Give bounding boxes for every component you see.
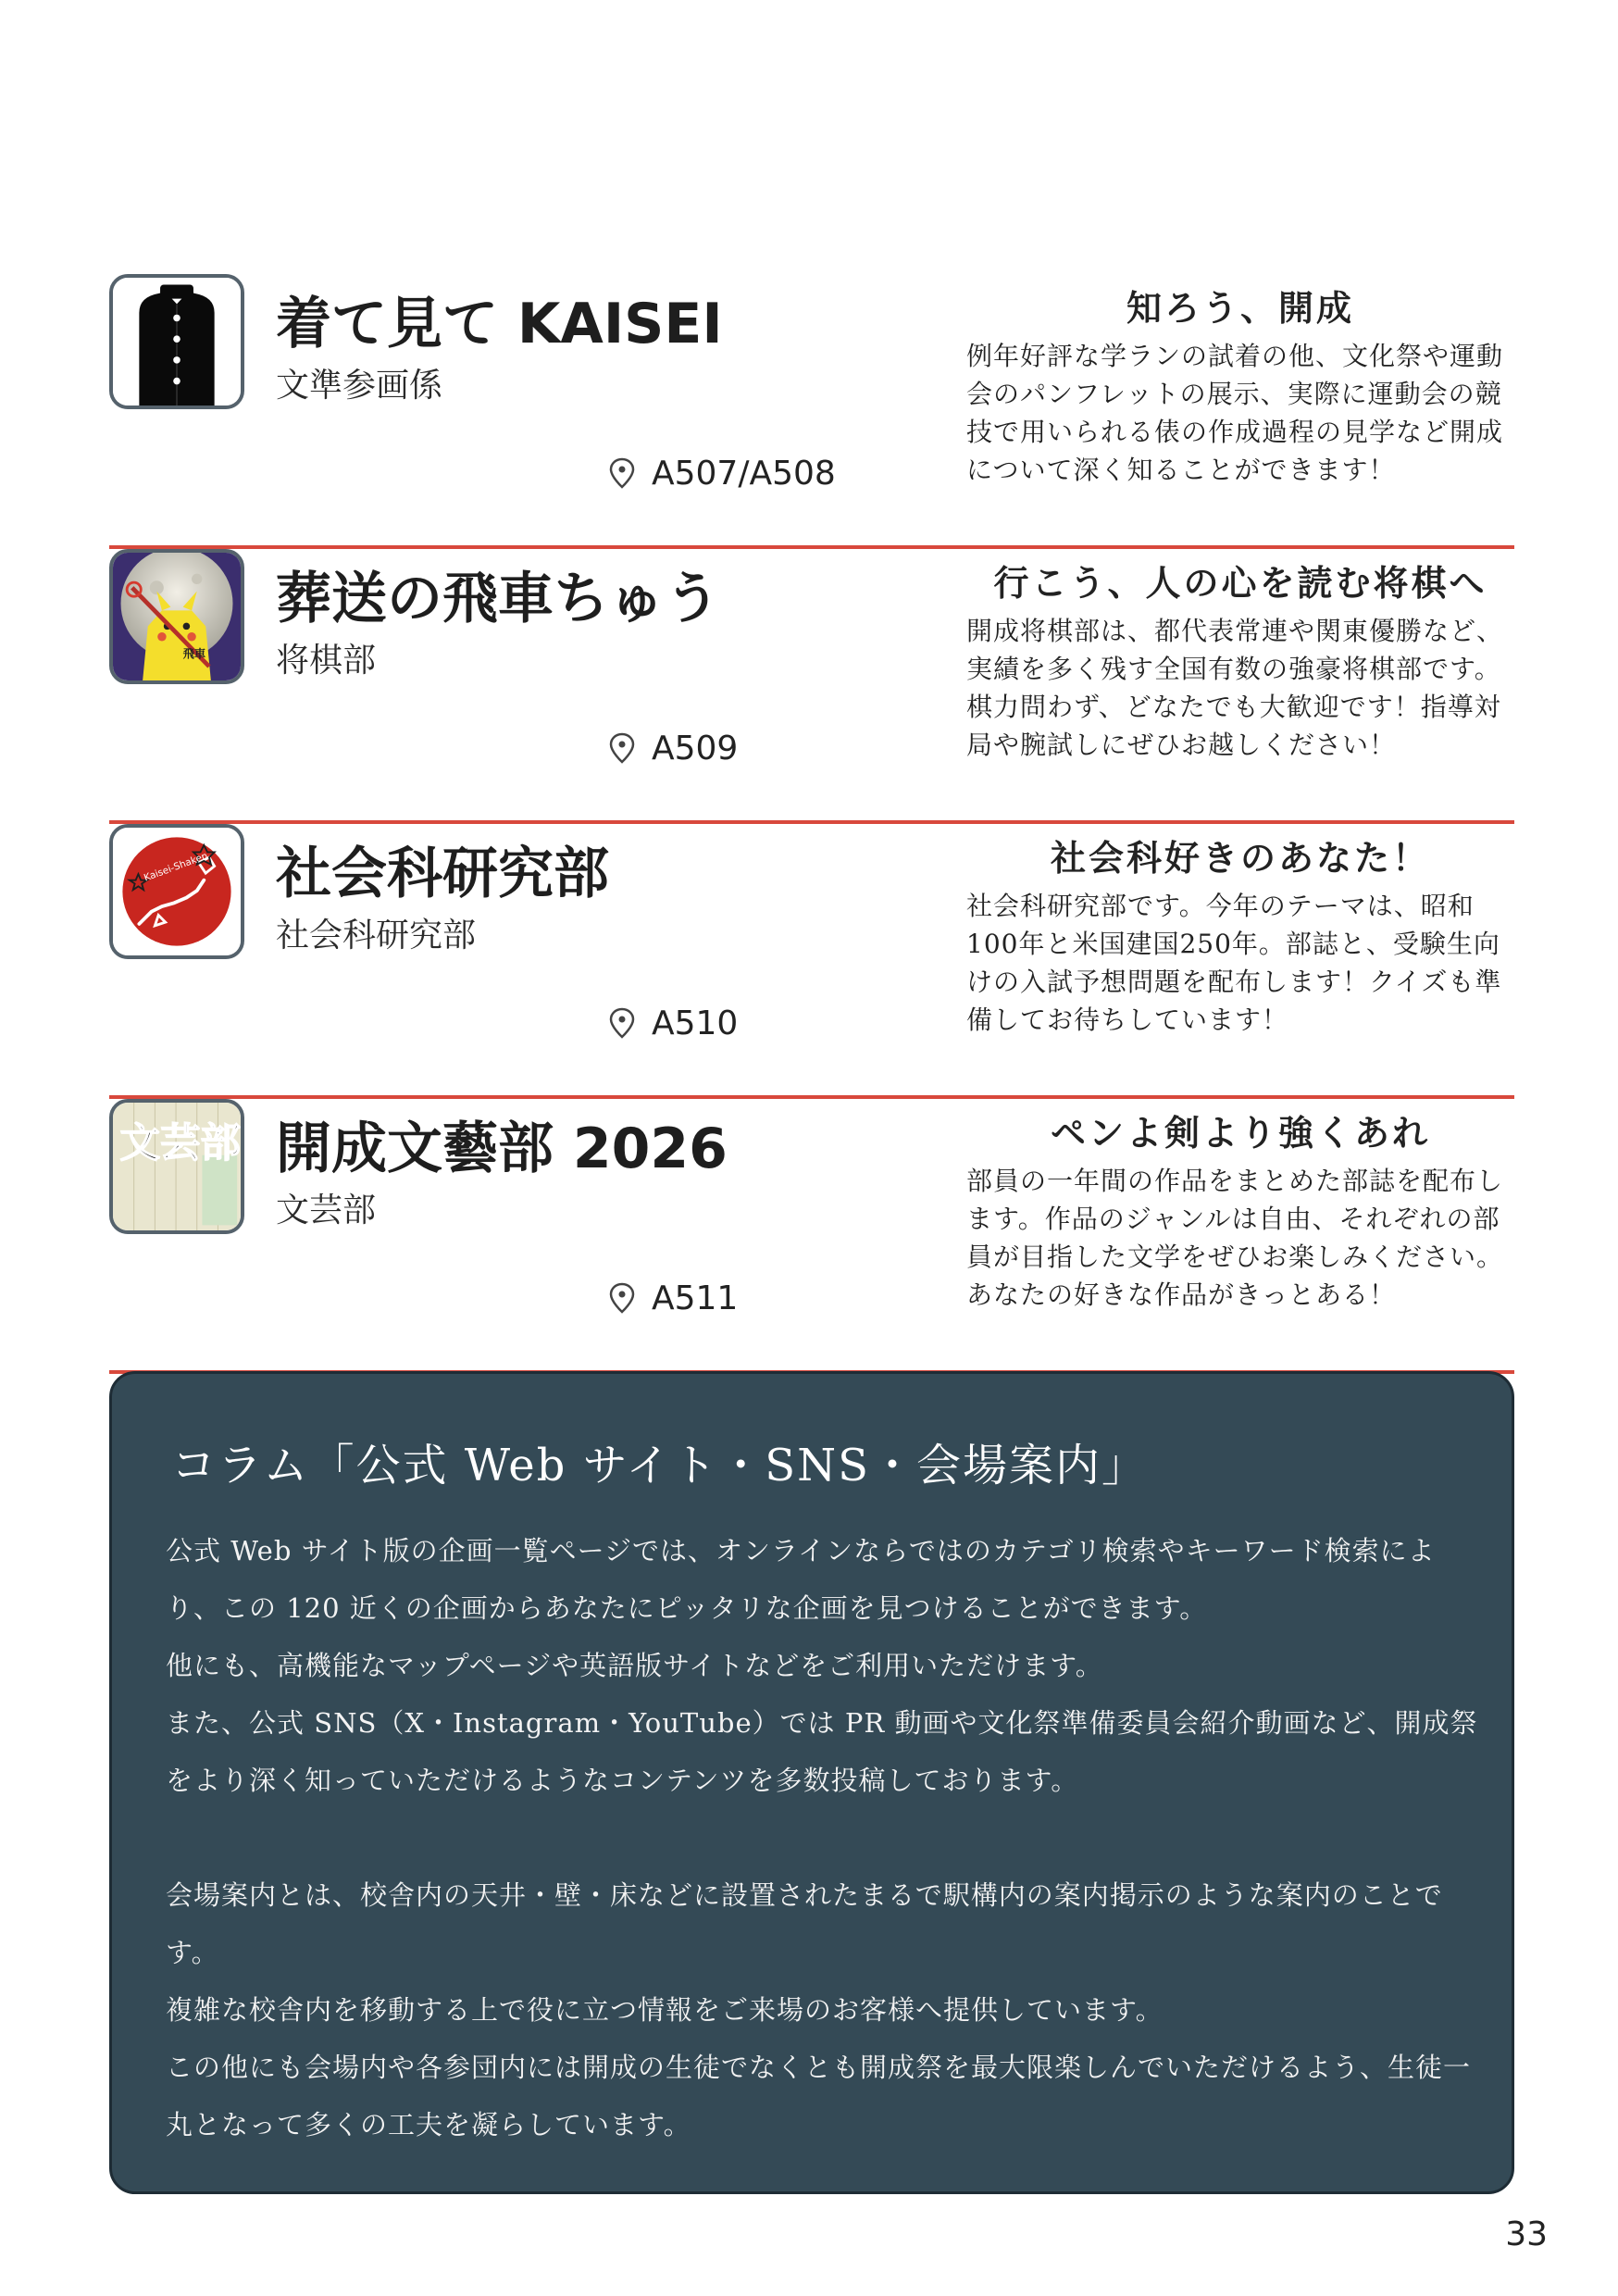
room-location bbox=[609, 450, 836, 496]
column-paragraph: また、公式 SNS（X・Instagram・YouTube）では PR 動画や文化祭準備委員会紹介動画など、開成祭をより深く知っていただけるようなコンテンツを多数投稿しております。 bbox=[166, 1707, 1478, 1796]
room-number: A509 bbox=[652, 729, 739, 767]
exhibit-description: 社会科研究部です。今年のテーマは、昭和100年と米国建国250年。部誌と、受験生向けの入試予想問題を配布します！クイズも準備してお待ちしています！ bbox=[966, 891, 1502, 1035]
column-paragraph: 他にも、高機能なマップページや英語版サイトなどをご利用いただけます。 bbox=[166, 1650, 1103, 1681]
location-pin-icon bbox=[609, 457, 635, 489]
room-location bbox=[609, 725, 738, 771]
exhibit-title: 社会科研究部 bbox=[276, 842, 609, 906]
column-paragraph: この他にも会場内や各参団内には開成の生徒でなくとも開成祭を最大限楽しんでいただけるよう、生徒一丸となって多くの工夫を凝らしています。 bbox=[166, 2052, 1472, 2140]
column-paragraph: 会場案内とは、校舎内の天井・壁・床などに設置されたまるで駅構内の案内掲示のような案内のことです。 bbox=[166, 1879, 1443, 1968]
svg-text:飛車: 飛車 bbox=[182, 647, 206, 661]
location-pin-icon bbox=[609, 1007, 635, 1039]
svg-text:Kaisei-Shaken: Kaisei-Shaken bbox=[142, 850, 210, 884]
location-pin-icon bbox=[609, 1282, 635, 1314]
club-name: 社会科研究部 bbox=[276, 917, 477, 955]
room-location bbox=[609, 1275, 738, 1321]
club-name: 文芸部 bbox=[276, 1192, 377, 1229]
location-pin-icon bbox=[609, 732, 635, 764]
column-paragraph: 公式 Web サイト版の企画一覧ページでは、オンラインならではのカテゴリ検索やキーワード検索により、この 120 近くの企画からあなたにピッタリな企画を見つけることができます。 bbox=[166, 1535, 1436, 1624]
gakuran-icon bbox=[109, 274, 244, 409]
column-body bbox=[166, 1522, 1480, 2153]
catchphrase: ペンよ剣より強くあれ bbox=[1050, 1112, 1430, 1154]
exhibit-entry-kiteMite bbox=[109, 274, 1514, 549]
exhibit-description: 例年好評な学ランの試着の他、文化祭や運動会のパンフレットの展示、実際に運動会の競技で用いられる俵の作成過程の見学など開成について深く知ることができます！ bbox=[966, 341, 1504, 485]
exhibit-entry-bungei bbox=[109, 1099, 1514, 1374]
room-number: A507/A508 bbox=[652, 454, 836, 493]
exhibit-title: 着て見て KAISEI bbox=[276, 292, 723, 356]
room-number: A510 bbox=[652, 1004, 739, 1042]
column-box bbox=[109, 1371, 1514, 2194]
svg-text:文芸部: 文芸部 bbox=[119, 1120, 241, 1167]
catchphrase: 社会科好きのあなた！ bbox=[1050, 837, 1430, 879]
club-name: 文準参画係 bbox=[276, 367, 443, 405]
club-name: 将棋部 bbox=[276, 642, 377, 680]
catchphrase: 行こう、人の心を読む将棋へ bbox=[993, 562, 1487, 604]
page-number: 33 bbox=[1505, 2215, 1548, 2253]
exhibit-description: 部員の一年間の作品をまとめた部誌を配布します。作品のジャンルは自由、それぞれの部員が目指した文学をぜひお楽しみください。あなたの好きな作品がきっとある！ bbox=[966, 1166, 1504, 1310]
exhibit-title: 葬送の飛車ちゅう bbox=[276, 567, 720, 631]
japan-map-icon bbox=[109, 824, 244, 959]
bungei-logo-icon bbox=[109, 1099, 244, 1234]
column-paragraph: 複雑な校舎内を移動する上で役に立つ情報をご来場のお客様へ提供しています。 bbox=[166, 1994, 1164, 2026]
room-location bbox=[609, 1000, 738, 1046]
shogi-mascot-icon bbox=[109, 549, 244, 684]
exhibit-title: 開成文藝部 2026 bbox=[276, 1117, 728, 1181]
catchphrase: 知ろう、開成 bbox=[1126, 287, 1354, 329]
room-number: A511 bbox=[652, 1279, 739, 1317]
column-title: コラム「公式 Web サイト・SNS・会場案内」 bbox=[171, 1440, 1148, 1491]
exhibit-entry-shakai bbox=[109, 824, 1514, 1099]
exhibit-description: 開成将棋部は、都代表常連や関東優勝など、実績を多く残す全国有数の強豪将棋部です。棋力問わず、どなたでも大歓迎です！指導対局や腕試しにぜひお越しください！ bbox=[966, 616, 1504, 760]
exhibit-entry-shogi bbox=[109, 549, 1514, 824]
